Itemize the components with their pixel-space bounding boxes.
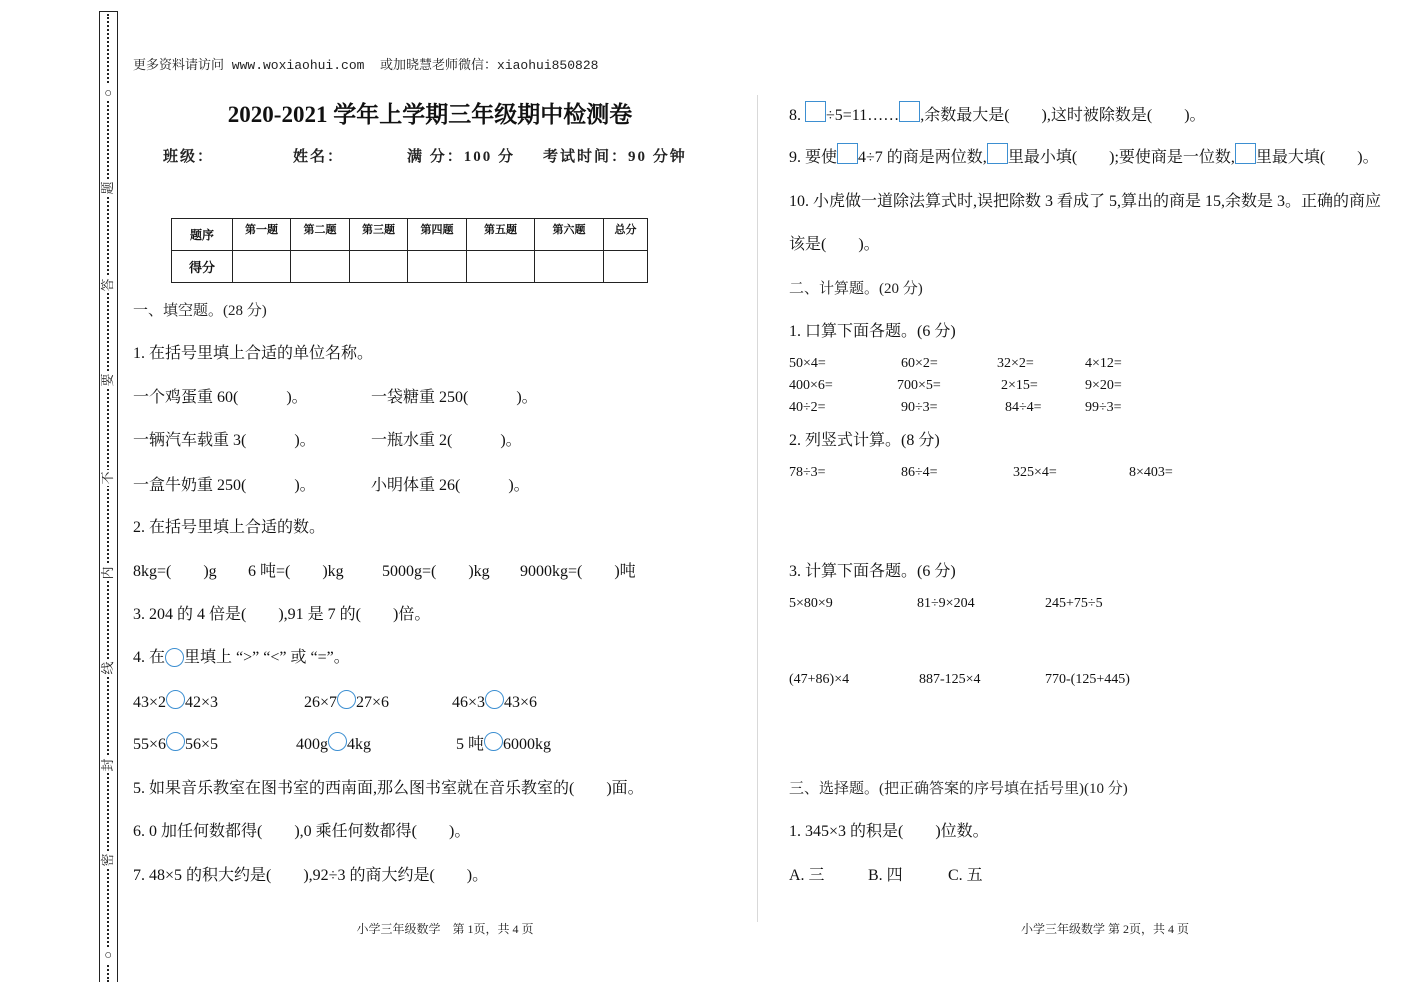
compare-left: 5 吨	[456, 736, 485, 753]
mental-math-item: 700×5=	[897, 378, 941, 393]
compare-item	[304, 693, 389, 713]
q9-part: 里最小填( );要使商是一位数,	[1007, 149, 1235, 167]
binding-char: 封	[100, 758, 115, 772]
mental-math-item: 2×15=	[1001, 378, 1038, 393]
q1-item: 小明体重 26( )。	[371, 477, 530, 494]
vertical-calc-item: 325×4=	[1013, 465, 1057, 480]
compare-left: 400g	[296, 736, 328, 753]
section1-heading: 一、填空题。(28 分)	[133, 303, 267, 319]
q8-part: ,余数最大是( ),这时被除数是( )。	[920, 107, 1206, 125]
calc-item: 770-(125+445)	[1045, 672, 1130, 687]
q4-prompt-before: 4. 在	[133, 649, 166, 666]
binding-char: 密	[100, 853, 115, 867]
binding-line-left	[99, 11, 100, 982]
calc-item: 5×80×9	[789, 596, 833, 611]
q10-line2: 该是( )。	[789, 236, 880, 253]
compare-circle	[166, 690, 185, 709]
score-table-header: 第一题	[233, 219, 291, 251]
binding-char: ○	[100, 85, 116, 101]
column-divider	[757, 95, 758, 922]
binding-char: ○	[100, 947, 116, 963]
compare-right: 6000kg	[503, 736, 552, 753]
vertical-calc-item: 8×403=	[1129, 465, 1173, 480]
compare-right: 56×5	[185, 736, 219, 753]
compare-right: 4kg	[347, 736, 371, 753]
binding-char: 要	[100, 373, 115, 387]
mental-math-item: 60×2=	[901, 356, 938, 371]
mental-math-item: 400×6=	[789, 378, 833, 393]
compare-item	[133, 735, 218, 755]
q9-part: 里最大填( )。	[1255, 149, 1379, 167]
compare-left: 46×3	[452, 694, 486, 711]
compare-circle	[328, 732, 347, 751]
blank-box	[987, 143, 1008, 164]
q1-item: 一盒牛奶重 250( )。	[133, 477, 316, 494]
compare-item	[456, 735, 551, 755]
q5-text: 5. 如果音乐教室在图书室的西南面,那么图书室就在音乐教室的( )面。	[133, 780, 644, 797]
s2-q2-prompt: 2. 列竖式计算。(8 分)	[789, 432, 940, 449]
score-table	[171, 218, 648, 283]
score-table-header: 第二题	[291, 219, 350, 251]
blank-box	[837, 143, 858, 164]
class-label: 班级：	[163, 149, 215, 165]
q2-prompt: 2. 在括号里填上合适的数。	[133, 519, 326, 536]
q7-text: 7. 48×5 的积大约是( ),92÷3 的商大约是( )。	[133, 867, 489, 884]
q4-prompt-after: 里填上 “>” “<” 或 “=”。	[184, 649, 350, 666]
s2-q3-prompt: 3. 计算下面各题。(6 分)	[789, 563, 956, 580]
binding-char: 内	[100, 566, 115, 580]
mental-math-item: 90÷3=	[901, 400, 938, 415]
q1-item: 一辆汽车载重 3( )。	[133, 432, 316, 449]
q8-text	[789, 106, 1206, 127]
mental-math-item: 4×12=	[1085, 356, 1122, 371]
binding-dotted-line	[107, 14, 109, 982]
compare-item	[452, 693, 537, 713]
binding-char: 题	[100, 181, 115, 195]
s3-q1-prompt: 1. 345×3 的积是( )位数。	[789, 823, 989, 840]
q3-text: 3. 204 的 4 倍是( ),91 是 7 的( )倍。	[133, 606, 431, 623]
score-cell	[535, 251, 604, 283]
calc-item: 81÷9×204	[917, 596, 975, 611]
section2-heading: 二、计算题。(20 分)	[789, 281, 923, 297]
mental-math-item: 40÷2=	[789, 400, 826, 415]
q9-part: 9. 要使	[789, 149, 838, 167]
mental-math-item: 50×4=	[789, 356, 826, 371]
vertical-calc-item: 78÷3=	[789, 465, 826, 480]
mental-math-item: 99÷3=	[1085, 400, 1122, 415]
score-table-header: 第三题	[350, 219, 408, 251]
full-score: 满 分：100 分	[407, 149, 516, 165]
calc-item: (47+86)×4	[789, 672, 850, 687]
compare-circle	[485, 690, 504, 709]
q2-item: 6 吨=( )kg	[248, 563, 344, 580]
binding-line-right	[117, 11, 118, 982]
compare-item	[296, 735, 371, 755]
binding-char: 答	[100, 278, 115, 292]
score-table-header: 总分	[604, 219, 648, 251]
compare-left: 43×2	[133, 694, 167, 711]
q8-part: ÷5=11……	[826, 107, 900, 125]
binding-char: 线	[100, 661, 115, 675]
q9-part: 4÷7 的商是两位数,	[858, 149, 987, 167]
vertical-calc-item: 86÷4=	[901, 465, 938, 480]
calc-item: 245+75÷5	[1045, 596, 1103, 611]
score-cell	[233, 251, 291, 283]
choice-option: C. 五	[948, 867, 983, 884]
compare-item	[133, 693, 218, 713]
calc-item: 887-125×4	[919, 672, 981, 687]
q2-item: 5000g=( )kg	[382, 563, 490, 580]
binding-cap	[99, 11, 118, 12]
score-table-header: 题序	[172, 219, 233, 251]
mental-math-item: 84÷4=	[1005, 400, 1042, 415]
q1-item: 一个鸡蛋重 60( )。	[133, 389, 308, 406]
footer-page-2: 小学三年级数学 第 2页，共 4 页	[1020, 922, 1189, 936]
exam-time: 考试时间：90 分钟	[543, 149, 687, 165]
q10-line1: 10. 小虎做一道除法算式时,误把除数 3 看成了 5,算出的商是 15,余数是 3。正确的商应	[789, 193, 1382, 210]
q1-prompt: 1. 在括号里填上合适的单位名称。	[133, 345, 374, 362]
score-cell	[604, 251, 648, 283]
score-cell	[467, 251, 535, 283]
compare-right: 27×6	[356, 694, 390, 711]
q2-item: 9000kg=( )吨	[520, 563, 636, 580]
q1-item: 一瓶水重 2( )。	[371, 432, 522, 449]
score-table-header-row	[172, 219, 648, 251]
compare-circle	[337, 690, 356, 709]
score-table-header: 第五题	[467, 219, 535, 251]
q6-text: 6. 0 加任何数都得( ),0 乘任何数都得( )。	[133, 823, 471, 840]
score-table-row	[172, 251, 648, 283]
compare-left: 55×6	[133, 736, 167, 753]
binding-char: 不	[100, 471, 115, 485]
compare-right: 42×3	[185, 694, 219, 711]
compare-right: 43×6	[504, 694, 538, 711]
score-cell	[350, 251, 408, 283]
q9-text	[789, 148, 1379, 169]
blank-box	[1235, 143, 1256, 164]
q8-part: 8.	[789, 107, 805, 125]
footer-page-1: 小学三年级数学 第 1页，共 4 页	[356, 922, 534, 936]
choice-option: B. 四	[868, 867, 903, 884]
mental-math-item: 32×2=	[997, 356, 1034, 371]
q4-prompt	[133, 648, 350, 668]
name-label: 姓名：	[293, 149, 345, 165]
score-cell	[291, 251, 350, 283]
compare-circle	[166, 732, 185, 751]
compare-left: 26×7	[304, 694, 338, 711]
section3-heading: 三、选择题。(把正确答案的序号填在括号里)(10 分)	[789, 781, 1128, 797]
compare-circle	[484, 732, 503, 751]
choice-option: A. 三	[789, 867, 825, 884]
q2-item: 8kg=( )g	[133, 563, 217, 580]
mental-math-item: 9×20=	[1085, 378, 1122, 393]
score-table-header: 第六题	[535, 219, 604, 251]
header-notice: 更多资料请访问 www.woxiaohui.com 或加晓慧老师微信：xiaohui850828	[133, 58, 599, 73]
score-row-label: 得分	[172, 251, 233, 283]
s2-q1-prompt: 1. 口算下面各题。(6 分)	[789, 323, 956, 340]
q1-item: 一袋糖重 250( )。	[371, 389, 538, 406]
exam-title: 2020-2021 学年上学期三年级期中检测卷	[227, 102, 633, 127]
blank-box	[899, 101, 920, 122]
blank-box	[805, 101, 826, 122]
score-table-header: 第四题	[408, 219, 467, 251]
score-cell	[408, 251, 467, 283]
compare-circle	[165, 648, 184, 667]
